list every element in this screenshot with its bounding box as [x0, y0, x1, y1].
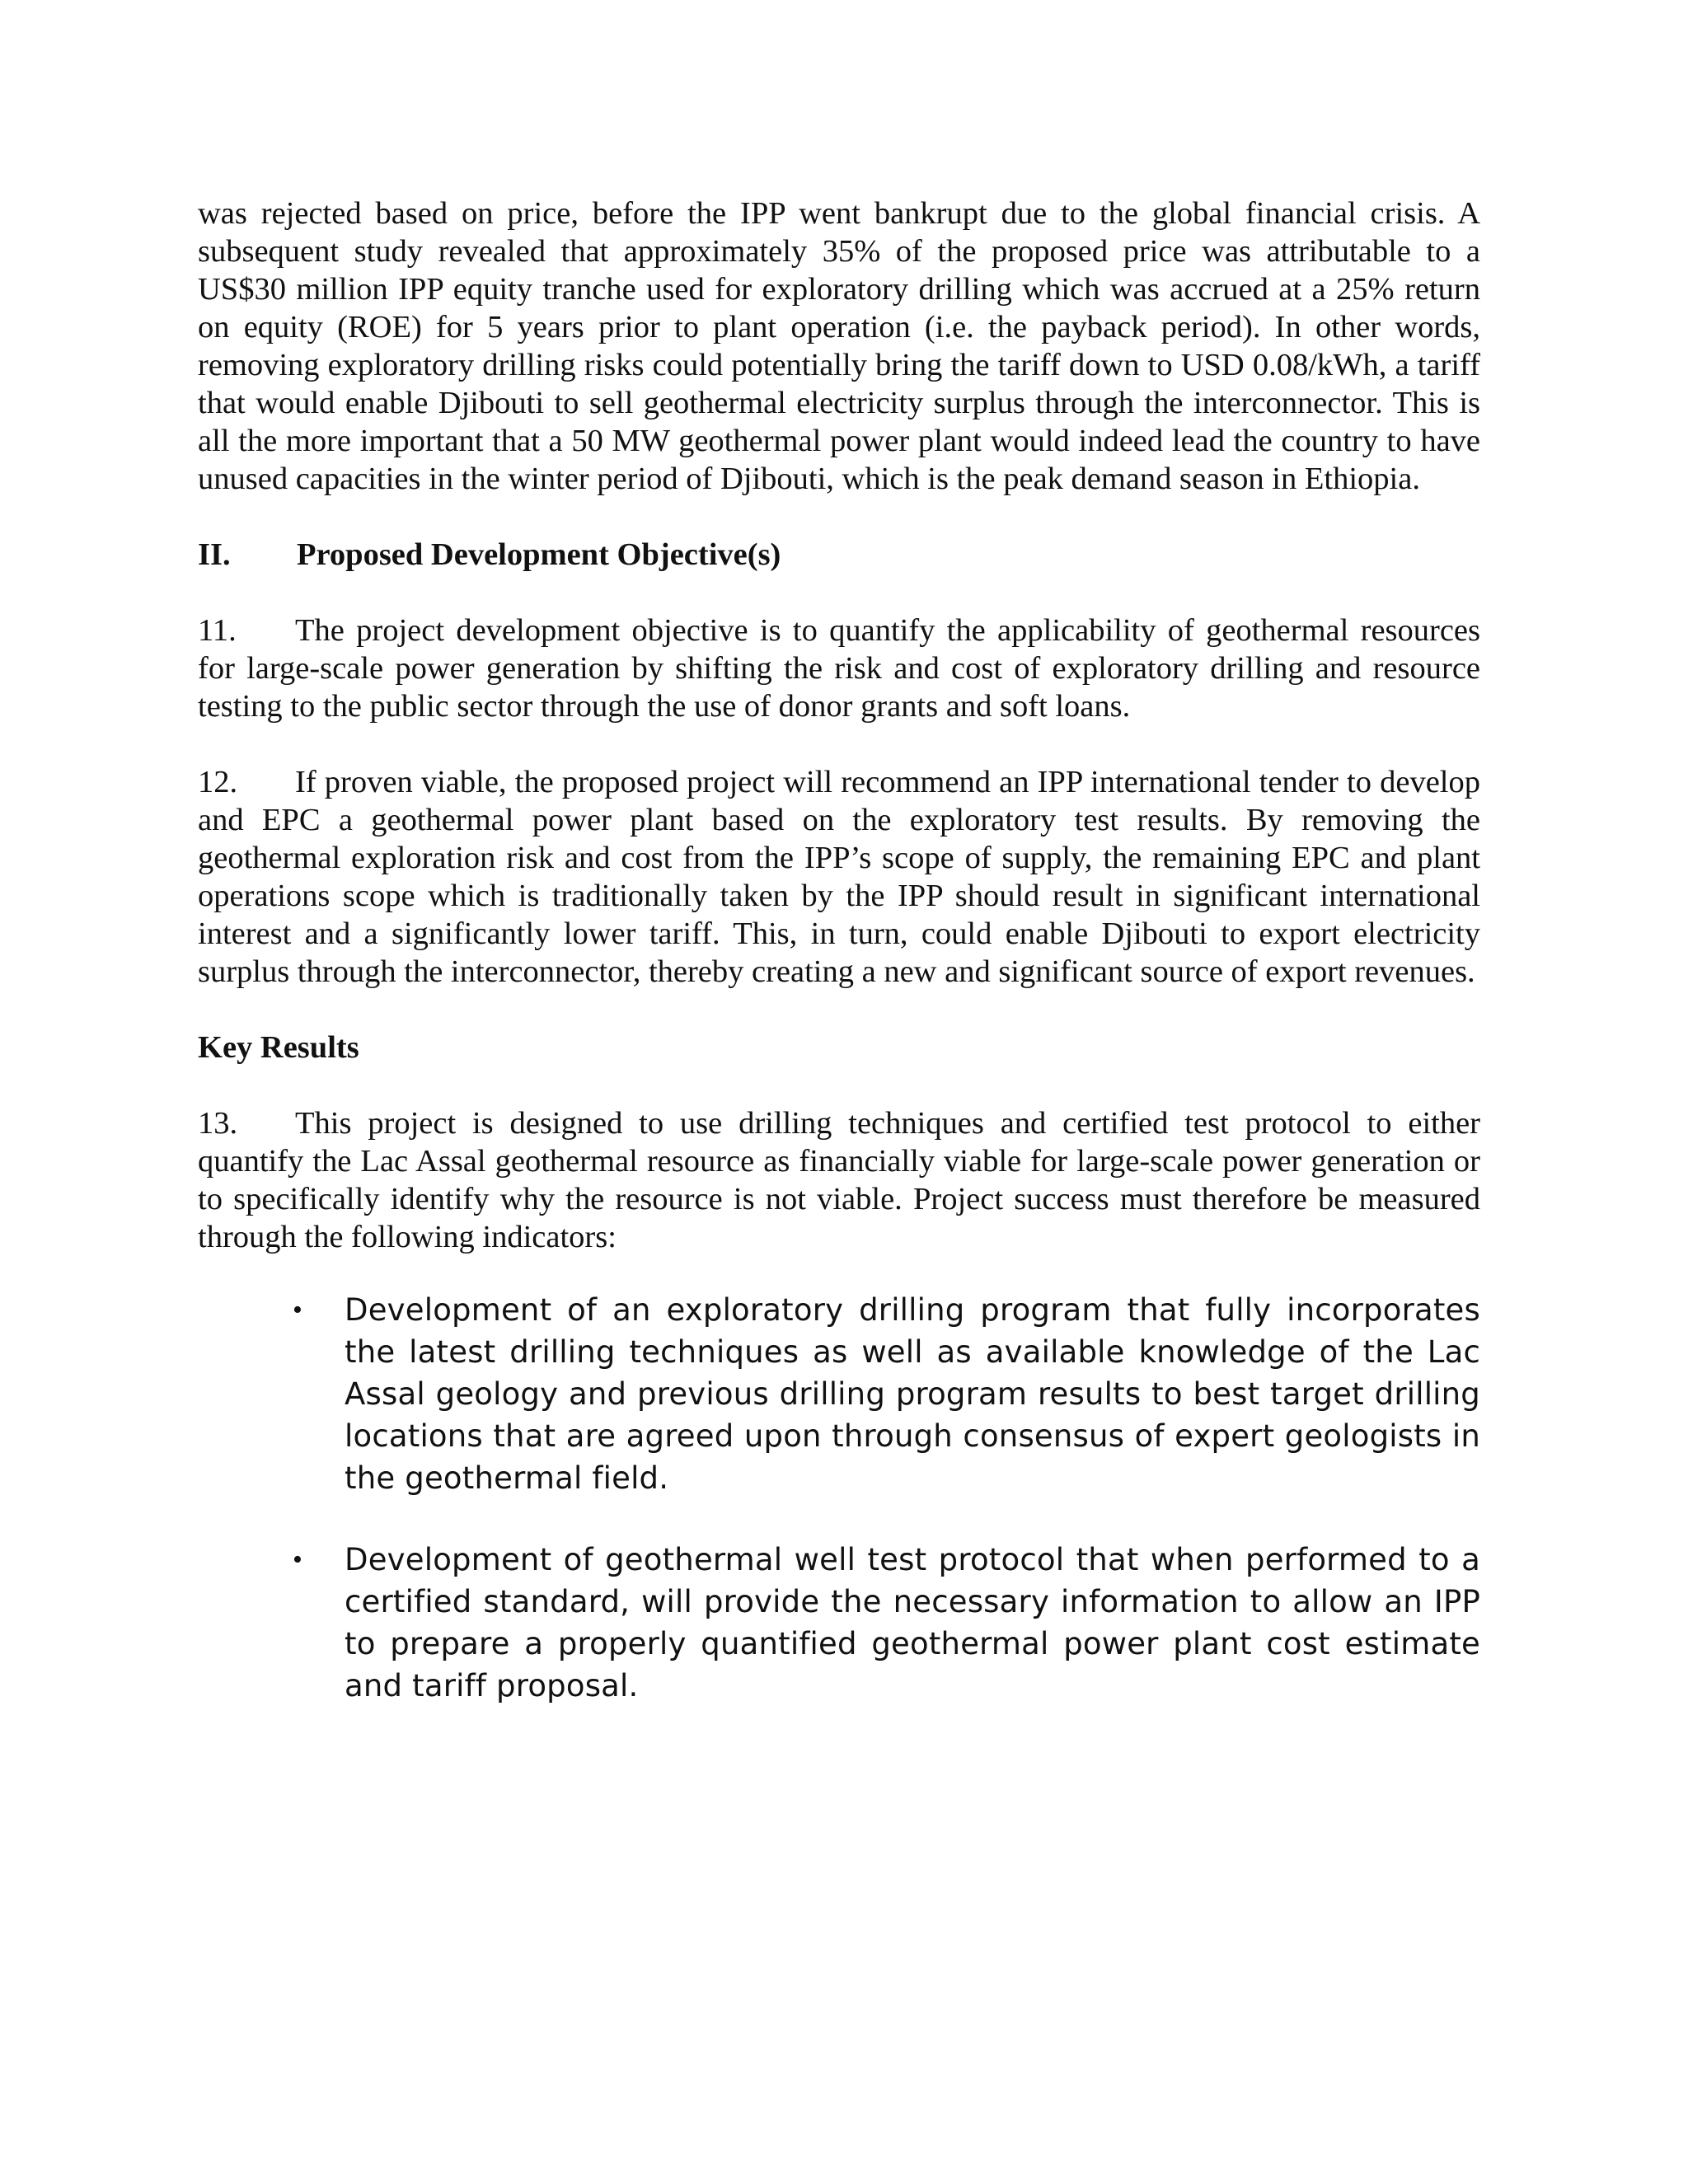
intro-paragraph: was rejected based on price, before the IPP went bankrupt due to the global financial crisis. A subsequent study revealed that approximately 35% of the proposed price was attributable to a US$30 million IPP equity tranche used for exploratory drilling which was accrued at a 25% return on equity (ROE) for 5 years prior to plant operation (i.e. the payback period). In other words, removing exploratory drilling risks could potentially bring the tariff down to USD 0.08/kWh, a tariff that would enable Djibouti to sell geothermal electricity surplus through the interconnector. This is all the more important that a 50 MW geothermal power plant would indeed lead the country to have unused capacities in the winter period of Djibouti, which is the peak demand season in Ethiopia. — [198, 196, 1480, 496]
list-item-text: Development of an exploratory drilling program that fully incorporates the latest drilling techniques as well as available knowledge of the Lac Assal geology and previous drilling program results to best target drilling locations that are agreed upon through consensus of expert geologists in the geothermal field. — [345, 1292, 1480, 1496]
list-item — [198, 1539, 1480, 1707]
section-numeral: II. — [198, 537, 231, 572]
paragraph-12 — [198, 763, 1480, 991]
page-content — [198, 194, 1480, 1707]
paragraph-number: 13. — [198, 1106, 238, 1141]
paragraph-11 — [198, 612, 1480, 725]
section-title: Proposed Development Objective(s) — [297, 537, 781, 572]
paragraph-number: 12. — [198, 765, 238, 799]
paragraph-text: If proven viable, the proposed project will recommend an IPP international tender to develop and EPC a geothermal power plant based on the exploratory test results. By removing the geothermal exploration risk and cost from the IPP’s scope of supply, the remaining EPC and plant operations scope which is traditionally taken by the IPP should result in significant international interest and a significantly lower tariff. This, in turn, could enable Djibouti to export electricity surplus through the interconnector, thereby creating a new and significant source of export revenues. — [198, 765, 1480, 989]
spacer — [198, 1066, 1480, 1104]
spacer — [198, 991, 1480, 1029]
list-item — [198, 1289, 1480, 1499]
paragraph-text: This project is designed to use drilling techniques and certified test protocol to either quantify the Lac Assal geothermal resource as financially viable for large-scale power generation or to specifically identify why the resource is not viable. Project success must therefore be measured through the following indicators: — [198, 1106, 1480, 1254]
spacer — [198, 574, 1480, 612]
bullet-icon: • — [293, 1295, 303, 1325]
paragraph-number: 11. — [198, 613, 237, 648]
paragraph-text: The project development objective is to quantify the applicability of geothermal resources for large-scale power generation by shifting the risk and cost of exploratory drilling and resource testing to the public sector through the use of donor grants and soft loans. — [198, 613, 1480, 724]
spacer — [198, 725, 1480, 763]
paragraph-13 — [198, 1104, 1480, 1256]
bullet-icon: • — [293, 1544, 303, 1575]
section-heading-objectives — [198, 536, 1480, 574]
spacer — [198, 1256, 1480, 1289]
indicator-list — [198, 1289, 1480, 1707]
spacer — [198, 498, 1480, 536]
spacer — [198, 1499, 1480, 1539]
key-results-heading: Key Results — [198, 1030, 359, 1065]
list-item-text: Development of geothermal well test protocol that when performed to a certified standard, will provide the necessary information to allow an IPP to prepare a properly quantified geothermal power plant cost estimate and tariff proposal. — [345, 1542, 1480, 1704]
